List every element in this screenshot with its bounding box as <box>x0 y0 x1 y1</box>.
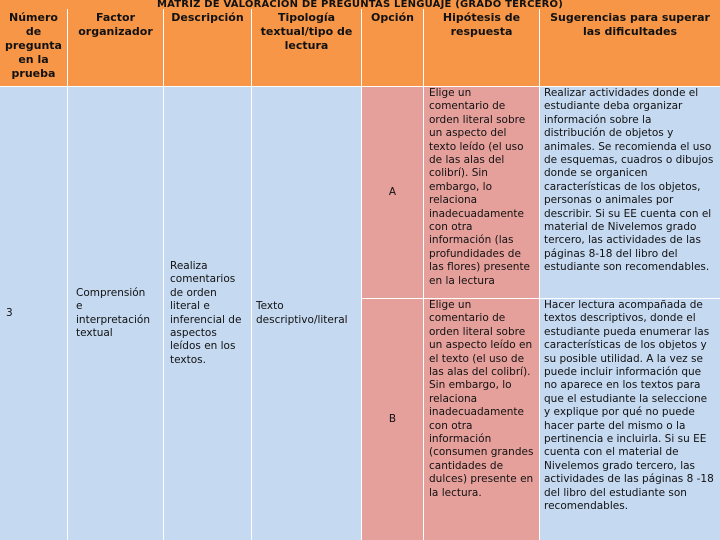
descripcion-text: Realiza comentarios de orden literal e inferencial de aspectos leídos en los textos. <box>170 259 242 366</box>
cell-numero <box>0 87 68 540</box>
cell-hipotesis-a <box>424 87 540 298</box>
cell-sugerencia-a <box>540 87 720 298</box>
factor-text: Comprensión e interpretación textual <box>76 286 150 339</box>
header-factor: Factor organizador <box>68 9 164 87</box>
option-a-letter: A <box>388 185 397 198</box>
header-divider <box>0 86 720 87</box>
header-sugerencias: Sugerencias para superar las dificultades <box>540 9 720 87</box>
option-b-letter: B <box>388 412 397 425</box>
cell-hipotesis-b <box>424 299 540 540</box>
cell-option-a <box>362 87 424 298</box>
cell-option-b <box>362 299 424 540</box>
hipotesis-a-text: Elige un comentario de orden literal sobre un aspecto del texto leído (el uso de las alas del colibrí). Sin embargo, lo relaciona inadecuadamente con otra información (las profundidades de las flores) presente en la lectura <box>429 87 531 287</box>
cell-sugerencia-b <box>540 299 720 540</box>
header-numero: Número de pregunta en la prueba <box>0 9 68 87</box>
header-tipologia: Tipología textual/tipo de lectura <box>252 9 362 87</box>
matrix-title: MATRIZ DE VALORACIÓN DE PREGUNTAS LENGUAJE (GRADO TERCERO) <box>0 0 720 9</box>
tipologia-text: Texto descriptivo/literal <box>256 300 348 326</box>
header-hipotesis: Hipótesis de respuesta <box>424 9 540 87</box>
header-descripcion: Descripción <box>164 9 252 87</box>
question-number: 3 <box>6 306 13 319</box>
hipotesis-b-text: Elige un comentario de orden literal sobre un aspecto leído en el texto (el uso de las alas del colibrí). Sin embargo, lo relaciona inadecuadamente con otra información (consumen grandes cantidades de dulces) presente en la lectura. <box>429 299 534 499</box>
cell-factor <box>68 87 164 540</box>
cell-tipologia <box>252 87 362 540</box>
cell-descripcion <box>164 87 252 540</box>
sugerencia-b-text: Hacer lectura acompañada de textos descriptivos, donde el estudiante pueda enumerar las características de los objetos y su posible utilidad. A la vez se puede incluir información que no aparece en los textos para que el estudiante la seleccione y explique por qué no puede hacer parte del mismo o la pertinencia e incluirla. Si su EE cuenta con el material de Nivelemos grado tercero, las actividades de las páginas 8 -18 del libro del estudiante son recomendables. <box>544 299 714 513</box>
option-divider <box>362 298 720 299</box>
sugerencia-a-text: Realizar actividades donde el estudiante deba organizar información sobre la distribución de objetos y animales. Se recomienda el uso de esquemas, cuadros o dibujos donde se organicen características de los objetos, personas o animales por describir. Si su EE cuenta con el material de Nivelemos grado tercero, las actividades de las páginas 8-18 del libro del estudiante son recomendables. <box>544 87 714 274</box>
header-opcion: Opción <box>362 9 424 87</box>
